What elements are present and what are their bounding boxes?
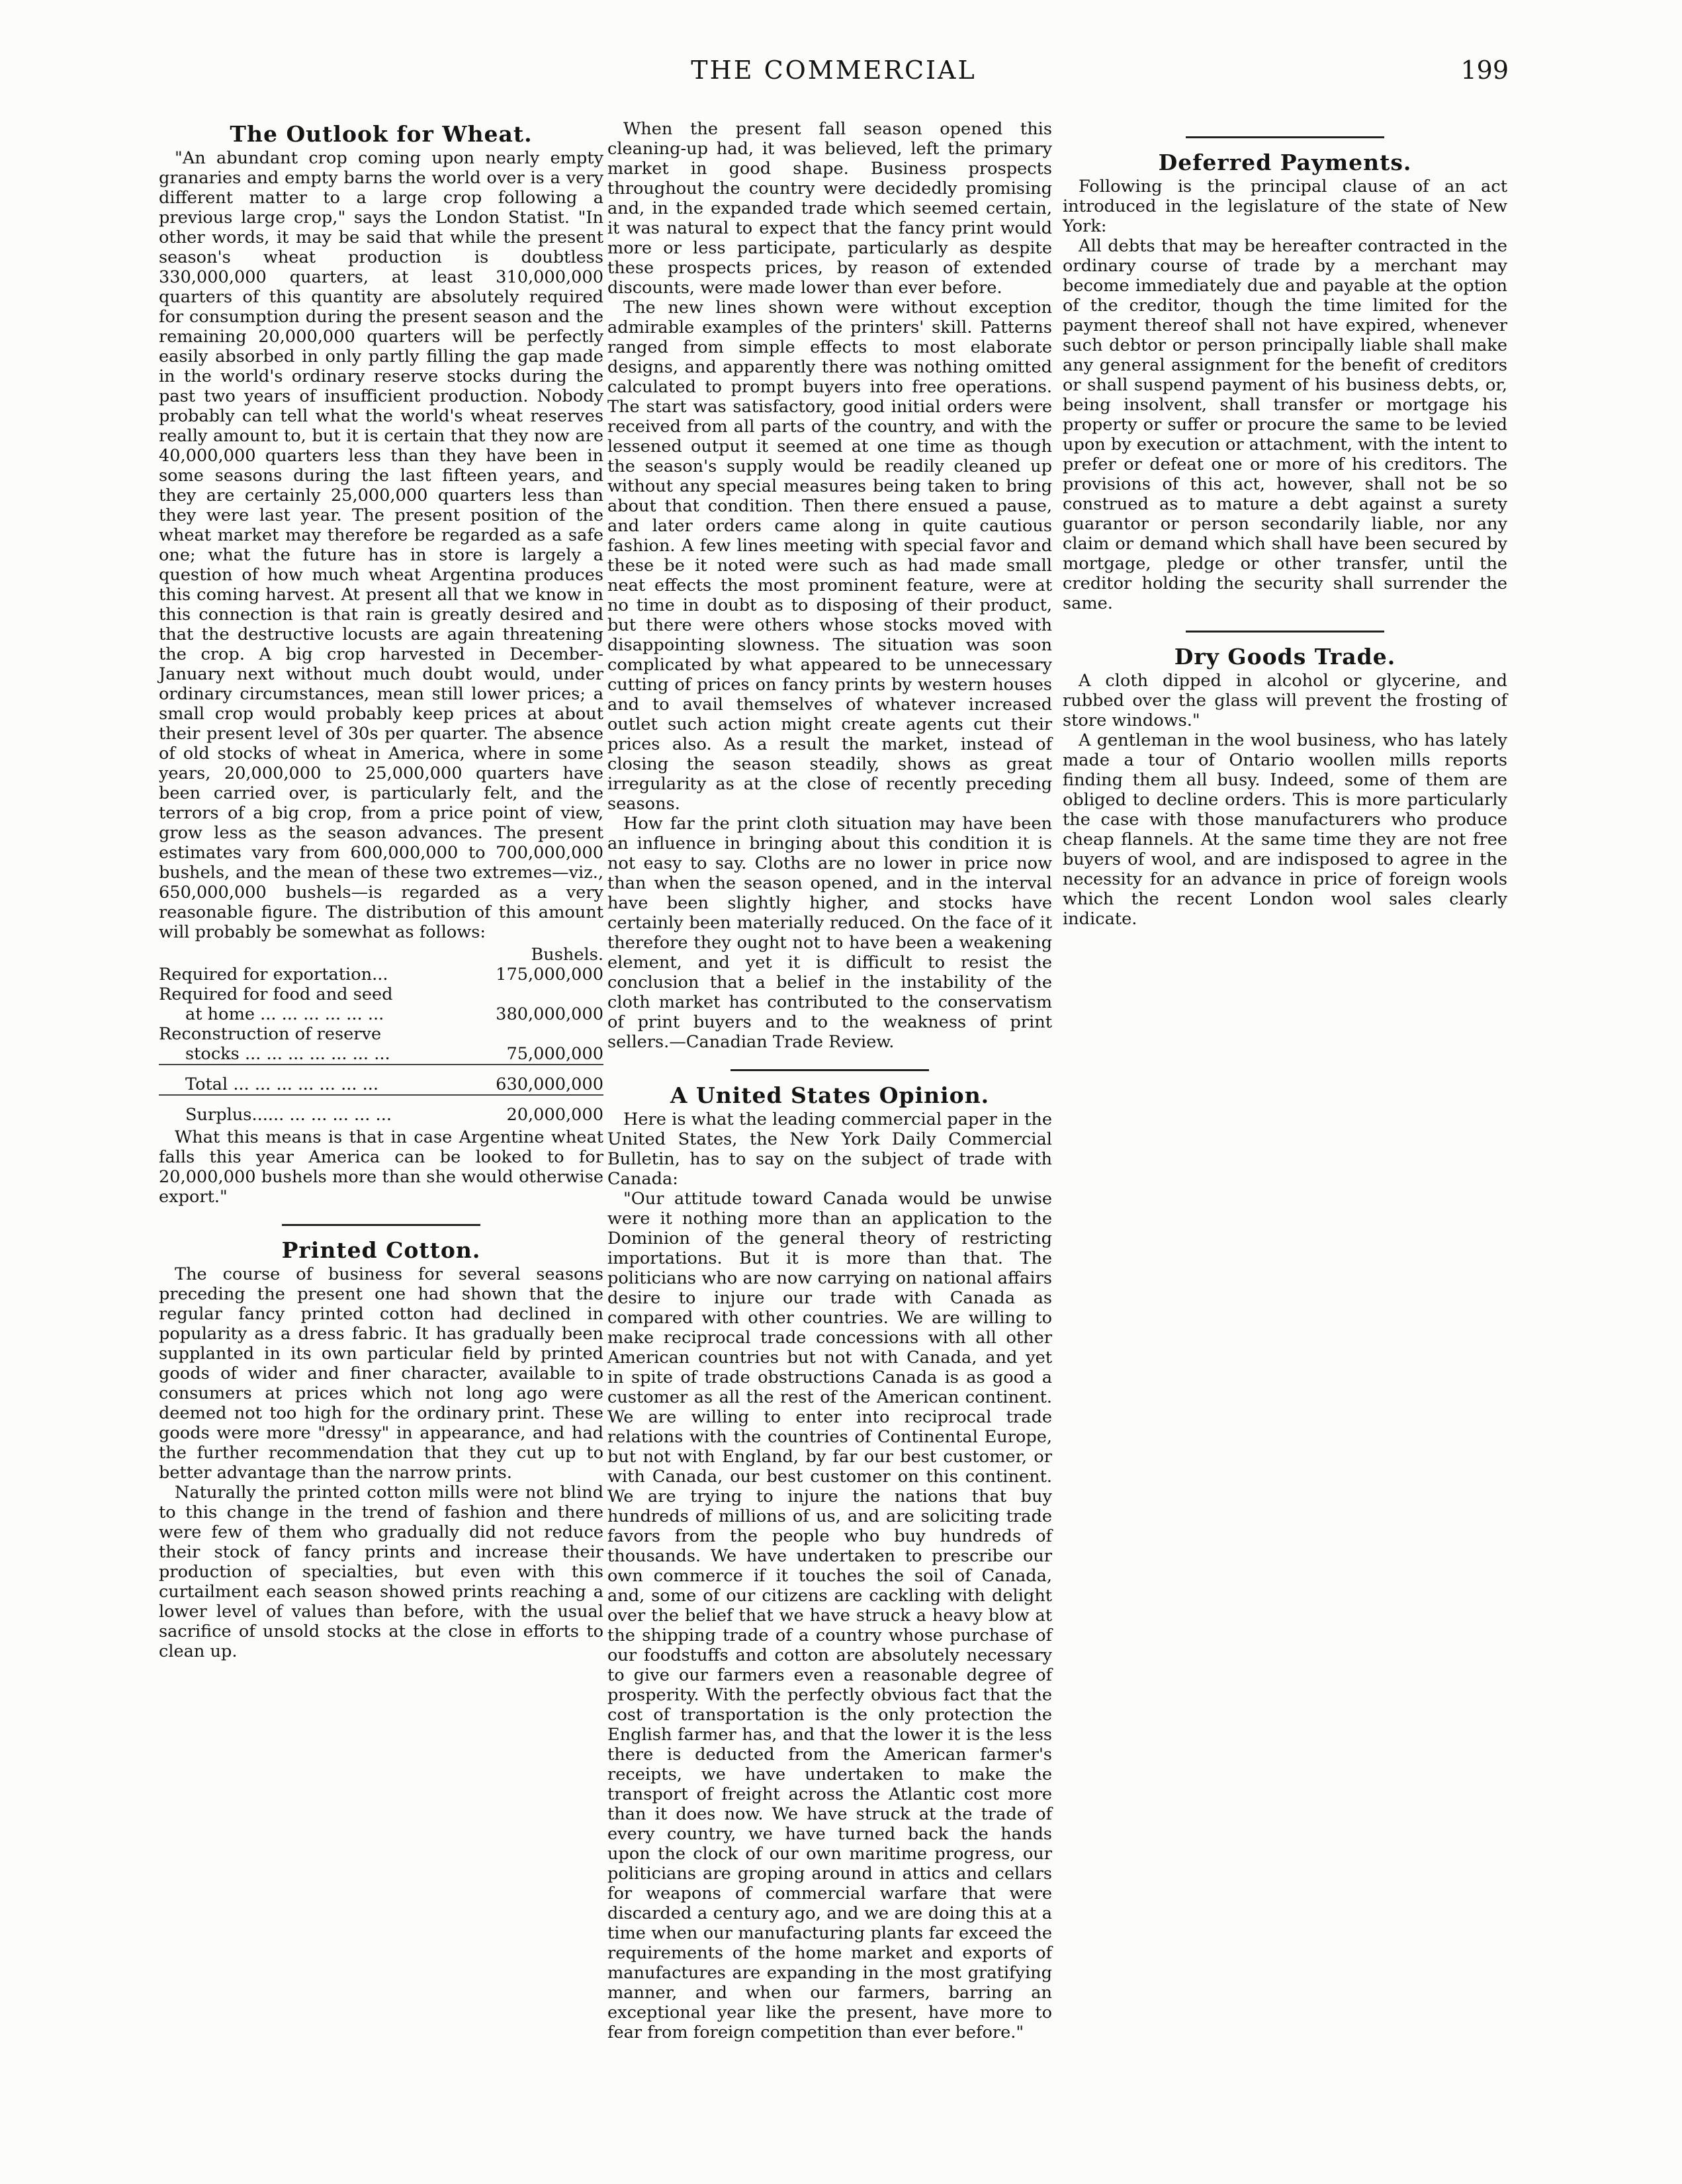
- article-paragraph: Here is what the leading commercial paper in the United States, the New York Daily Commercial Bulletin, has to say on the subject of trade with Canada:: [607, 1110, 1052, 1189]
- table-row-value: 380,000,000: [496, 1004, 603, 1024]
- section-divider: [282, 1224, 480, 1226]
- page-header: [159, 56, 1509, 95]
- column-3: [1063, 119, 1507, 929]
- table-surplus-value: 20,000,000: [463, 1095, 603, 1125]
- table-total-value: 630,000,000: [463, 1065, 603, 1095]
- table-total-label: Total ... ... ... ... ... ... ...: [159, 1065, 463, 1095]
- article-paragraph: The course of business for several seasons preceding the present one had shown that the regular fancy printed cotton had declined in popularity as a dress fabric. It has gradually been supplanted in its own particular field by printed goods of wider and finer character, available to consumers at prices which not long ago were deemed not too high for the ordinary print. These goods were more "dressy" in appearance, and had the further recommendation that they cut up to better advantage than the narrow prints.: [159, 1264, 603, 1483]
- article-paragraph: Following is the principal clause of an act introduced in the legislature of the state of New York:: [1063, 177, 1507, 236]
- table-row-label: Required for food and seed: [159, 984, 393, 1004]
- table-surplus-row: [159, 1095, 603, 1125]
- table-row: [159, 1024, 603, 1044]
- article-paragraph: How far the print cloth situation may have been an influence in bringing about this condition it is not easy to say. Cloths are no lower in price now than when the season opened, and in the interval have been slightly higher, and stocks have certainly been materially reduced. On the face of it therefore they ought not to have been a weakening element, and yet it is difficult to resist the conclusion that a belief in the instability of the cloth market has contributed to the conservatism of print buyers and to the weakness of print sellers.—Canadian Trade Review.: [607, 814, 1052, 1052]
- table-unit-label: Bushels.: [531, 945, 603, 965]
- article-paragraph: What this means is that in case Argentine wheat falls this year America can be looked to for 20,000,000 bushels more than she would otherwise export.": [159, 1127, 603, 1207]
- wheat-distribution-table: [159, 945, 603, 1125]
- section-divider: [1186, 136, 1384, 138]
- article-title-dry-goods: Dry Goods Trade.: [1174, 644, 1396, 670]
- table-row-label: Reconstruction of reserve: [159, 1024, 382, 1044]
- article-paragraph: A gentleman in the wool business, who has lately made a tour of Ontario woollen mills reports finding them all busy. Indeed, some of them are obliged to decline orders. This is more particularly the case with those manufacturers who produce cheap flannels. At the same time they are not free buyers of wool, and are indisposed to agree in the necessity for an advance in price of foreign wools which the recent London wool sales clearly indicate.: [1063, 730, 1507, 929]
- column-1: [159, 119, 603, 1661]
- table-row: [159, 1004, 603, 1024]
- article-paragraph: When the present fall season opened this cleaning-up had, it was believed, left the primary market in good shape. Business prospects throughout the country were decidedly promising and, in the expanded trade which seemed certain, it was natural to expect that the fancy print would more or less participate, particularly as despite these prospects prices, by reason of extended discounts, were made lower than ever before.: [607, 119, 1052, 298]
- article-paragraph: The new lines shown were without exception admirable examples of the printers' skill. Patterns ranged from simple effects to most elaborate designs, and apparently there was nothing omitted calculated to prompt buyers into free operations. The start was satisfactory, good initial orders were received from all parts of the country, and with the lessened output it seemed at one time as though the season's supply would be readily cleaned up without any special measures being taken to bring about that condition. Then there ensued a pause, and later orders came along in quite cautious fashion. A few lines meeting with special favor and these be it noted were such as had made small neat effects the most prominent feature, were at no time in doubt as to disposing of their product, but there were others whose stocks moved with disappointing slowness. The situation was soon complicated by what appeared to be unnecessary cutting of prices on fancy prints by western houses and to avail themselves of whatever increased outlet such action might create agents cut their prices also. As a result the market, instead of closing the season steadily, shows as great irregularity as at the close of recently preceding seasons.: [607, 298, 1052, 814]
- table-surplus-label: Surplus...... ... ... ... ... ...: [159, 1095, 463, 1125]
- table-row-value: 75,000,000: [506, 1044, 603, 1064]
- table-row-value: 175,000,000: [496, 965, 603, 984]
- section-divider: [1186, 631, 1384, 633]
- article-title-deferred-payments: Deferred Payments.: [1158, 150, 1412, 175]
- table-total-row: [159, 1065, 603, 1095]
- article-paragraph: "An abundant crop coming upon nearly empty granaries and empty barns the world over is a very different matter to a large crop following a previous large crop," says the London Statist. "In other words, it may be said that while the present season's wheat production is doubtless 330,000,000 quarters, at least 310,000,000 quarters of this quantity are absolutely required for consumption during the present season and the remaining 20,000,000 quarters will be perfectly easily absorbed in only partly filling the gap made in the world's ordinary reserve stocks during the past two years of insufficient production. Nobody probably can tell what the world's wheat reserves really amount to, but it is certain that they now are 40,000,000 quarters less than they have been in some seasons during the last fifteen years, and they are certainly 25,000,000 quarters less than they were last year. The present position of the wheat market may therefore be regarded as a safe one; what the future has in store is largely a question of how much wheat Argentina produces this coming harvest. At present all that we know in this connection is that rain is greatly desired and that the destructive locusts are again threatening the crop. A big crop harvested in December-January next without much doubt would, under ordinary circumstances, mean still lower prices; a small crop would probably keep prices at about their present level of 30s per quarter. The absence of old stocks of wheat in America, where in some years, 20,000,000 to 25,000,000 quarters have been carried over, is particularly felt, and the terrors of a big crop, from a price point of view, grow less as the season advances. The present estimates vary from 600,000,000 to 700,000,000 bushels, and the mean of these two extremes—viz., 650,000,000 bushels—is regarded as a very reasonable figure. The distribution of this amount will probably be somewhat as follows:: [159, 148, 603, 942]
- article-paragraph: "Our attitude toward Canada would be unwise were it nothing more than an application to the Dominion of the general theory of restricting importations. But it is more than that. The politicians who are now carrying on national affairs desire to injure our trade with Canada as compared with other countries. We are willing to make reciprocal trade concessions with all other American countries but not with Canada, and yet in spite of trade obstructions Canada is as good a customer as all the rest of the American continent. We are willing to enter into reciprocal trade relations with the countries of Continental Europe, but not with England, by far our best customer, or with Canada, our best customer on this continent. We are trying to injure the nations that buy hundreds of millions of us, and are soliciting trade favors from the people who buy hundreds of thousands. We have undertaken to prescribe our own commerce if it touches the soil of Canada, and, some of our citizens are cackling with delight over the belief that we have struck a heavy blow at the shipping trade of a country whose purchase of our foodstuffs and cotton are absolutely necessary to give our farmers even a reasonable degree of prosperity. With the perfectly obvious fact that the cost of transportation is the only protection the English farmer has, and that the lower it is the less there is deducted from the American farmer's receipts, we have undertaken to make the transport of freight across the Atlantic cost more than it does now. We have struck at the trade of every country, we have turned back the hands upon the clock of our own maritime progress, our politicians are groping around in attics and cellars for weapons of commercial warfare that were discarded a century ago, and we are doing this at a time when our manufacturing plants far exceed the requirements of the home market and exports of manufactures are expanding in the most gratifying manner, and when our farmers, barring an exceptional year like the present, have more to fear from foreign competition than ever before.": [607, 1189, 1052, 2042]
- table-row: [159, 984, 603, 1004]
- article-title-us-opinion: A United States Opinion.: [670, 1082, 990, 1108]
- article-paragraph: All debts that may be hereafter contracted in the ordinary course of trade by a merchant may become immediately due and payable at the option of the creditor, though the time limited for the payment thereof shall not have expired, whenever such debtor or person principally liable shall make any general assignment for the benefit of creditors or shall suspend payment of his business debts, or, being insolvent, shall transfer or mortgage his property or suffer or procure the same to be levied upon by execution or attachment, with the intent to prefer or defeat one or more of his creditors. The provisions of this act, however, shall not be so construed as to mature a debt against a surety guarantor or person secondarily liable, nor any claim or demand which shall have been secured by mortgage, pledge or other transfer, until the creditor holding the security shall surrender the same.: [1063, 236, 1507, 613]
- article-title-outlook-wheat: The Outlook for Wheat.: [230, 121, 533, 147]
- section-divider: [730, 1069, 929, 1071]
- table-row-label: at home ... ... ... ... ... ...: [185, 1004, 384, 1024]
- table-row: [159, 965, 603, 984]
- page-number: 199: [1460, 56, 1509, 85]
- running-title: THE COMMERCIAL: [691, 56, 977, 85]
- table-row-label: Required for exportation...: [159, 965, 388, 984]
- table-row-label: stocks ... ... ... ... ... ... ...: [185, 1044, 390, 1064]
- table-row: [159, 1044, 603, 1065]
- article-title-printed-cotton: Printed Cotton.: [281, 1237, 481, 1263]
- article-paragraph: A cloth dipped in alcohol or glycerine, and rubbed over the glass will prevent the frosting of store windows.": [1063, 671, 1507, 730]
- article-paragraph: Naturally the printed cotton mills were not blind to this change in the trend of fashion and there were few of them who gradually did not reduce their stock of fancy prints and increase their production of specialties, but even with this curtailment each season showed prints reaching a lower level of values than before, with the usual sacrifice of unsold stocks at the close in efforts to clean up.: [159, 1483, 603, 1661]
- column-2: [607, 119, 1052, 2042]
